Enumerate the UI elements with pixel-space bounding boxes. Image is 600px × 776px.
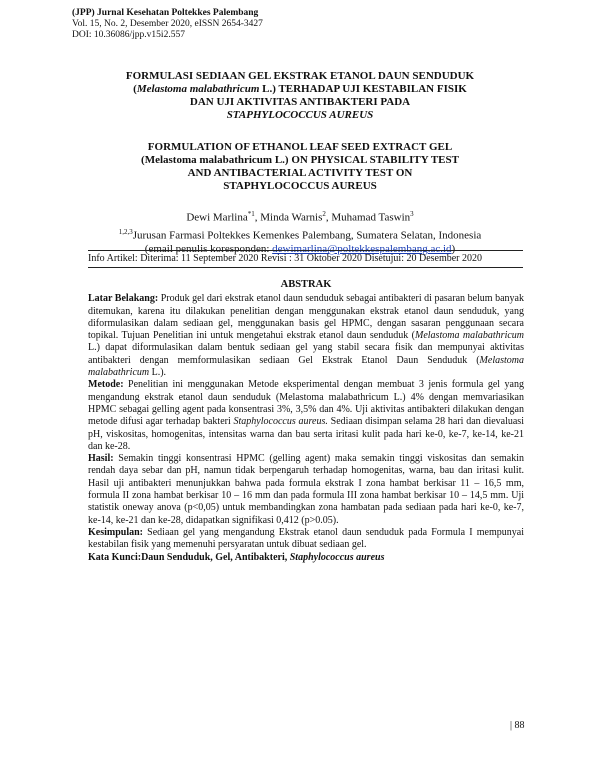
keywords: [88, 552, 524, 564]
method-species: Staphylococcus aureus.: [233, 416, 328, 428]
title-id-line2: (Melastoma malabathricum L.) TERHADAP UJI KESTABILAN FISIK: [133, 83, 467, 95]
background-species-1: Melastoma malabathricum: [415, 330, 525, 342]
abstract-section: [88, 279, 524, 564]
title-id-line1: FORMULASI SEDIAAN GEL EKSTRAK ETANOL DAUN SENDUDUK: [125, 70, 475, 82]
journal-name: (JPP) Jurnal Kesehatan Poltekkes Palembang: [72, 8, 259, 18]
background-text-3: L.).: [149, 367, 167, 379]
keywords-text: Daun Senduduk, Gel, Antibakteri,: [141, 551, 290, 563]
email-suffix: ): [451, 243, 456, 256]
abstract-method: [88, 379, 524, 453]
conclusion-text: Sediaan gel yang mengandung Ekstrak etanol daun senduduk pada Formula I mempunyai kestabilan fisik yang memenuhi persyaratan untuk dibuat sediaan gel.: [88, 526, 524, 551]
page-number: | 88: [510, 720, 525, 731]
abstract-result: [88, 453, 524, 527]
result-text: Semakin tinggi konsentrasi HPMC (gelling agent) maka semakin tinggi viskositas dan semakin rendah daya sebar dan pH, namun tidak berpengaruh terhadap homogenitas, warna, bau dan iritasi kulit. Hasil uji antibakteri menunjukkan bahwa pada formula ekstrak I zona hambat berkisar 11 – 16,5 mm, formula II zona hambat berkisar 10 – 16 mm dan pada formula III zona hambat berkisar 10 – 14,5 mm. Uji statistik oneway anova (p<0,05) untuk membandingkan zona hambatan pada sediaan pada hari ke-0, ke-7, ke-14, ke-21 dan ke-28, didapatkan signifikasi 0,412 (p>0.05).: [88, 453, 524, 526]
keywords-label: Kata Kunci:: [88, 551, 142, 563]
abstract-heading: ABSTRAK: [280, 279, 332, 290]
background-label: Latar Belakang:: [88, 293, 159, 305]
title-en-line1: FORMULATION OF ETHANOL LEAF SEED EXTRACT GEL: [147, 141, 453, 153]
journal-volume: Vol. 15, No. 2, Desember 2020, eISSN 2654-3427: [72, 19, 263, 29]
author-2-sup: 2: [322, 210, 326, 218]
author-names: [60, 207, 540, 225]
author-3-sup: 3: [410, 210, 414, 218]
title-en-line3: AND ANTIBACTERIAL ACTIVITY TEST ON: [187, 167, 413, 179]
title-id-species: Melastoma malabathricum: [136, 83, 260, 95]
title-en-line4: STAPHYLOCOCCUS AUREUS: [223, 180, 377, 192]
title-id-line3: DAN UJI AKTIVITAS ANTIBAKTERI PADA: [189, 96, 411, 108]
journal-header: [72, 8, 263, 41]
article-info: Info Artikel: Diterima: 11 September 2020 Revisi : 31 Oktober 2020 Disetujui: 20 Desember 2020: [88, 250, 523, 268]
affiliation-text: Jurusan Farmasi Poltekkes Kemenkes Palembang, Sumatera Selatan, Indonesia: [132, 229, 482, 242]
email-prefix: (email penulis koresponden:: [144, 243, 273, 256]
background-species-2: Melastoma malabathricum: [88, 354, 524, 379]
background-text-1: Produk gel dari ekstrak etanol daun senduduk sebagai antibakteri di pasaran belum banyak ditemukan, karena itu dilakukan penelitian dengan menggunakan ekstrak etanol daun senduduk, yang diformulasikan dalam sediaan gel, menggunakan basis gel HPMC, dengan sasaran penggunaan secara topikal. Tujuan Penelitian ini untuk mengetahui ekstrak etanol daun senduduk (: [88, 293, 524, 342]
title-indonesian: [60, 70, 540, 122]
method-text-1: Penelitian ini menggunakan Metode eksperimental dengan membuat 3 jenis formula gel yang mengandung ekstrak etanol daun senduduk (Melastoma malabathricum L.) 4% dengan memvariasikan HPMC sebagai gelling agent pada konsentrasi 3%, 3,5% dan 4%. Uji aktivitas antibakteri dilakukan dengan metode difusi agar terhadap bakteri: [88, 379, 524, 428]
affiliation: [60, 225, 540, 243]
abstract-background: [88, 293, 524, 379]
author-3: , Muhamad Taswin: [325, 211, 411, 224]
title-english: [60, 141, 540, 193]
title-en-line2: (Melastoma malabathricum L.) ON PHYSICAL STABILITY TEST: [141, 154, 459, 166]
author-2: , Minda Warnis: [254, 211, 323, 224]
abstract-conclusion: [88, 527, 524, 552]
author-1: Dewi Marlina: [186, 211, 248, 224]
journal-doi: DOI: 10.36086/jpp.v15i2.557: [72, 30, 185, 40]
author-block: [60, 207, 540, 256]
affiliation-sup: 1,2,3: [118, 227, 133, 236]
method-label: Metode:: [88, 379, 124, 391]
title-id-line4: STAPHYLOCOCCUS AUREUS: [226, 109, 374, 121]
method-text-2: Sediaan disimpan selama 28 hari dan dievaluasi pH, viskositas, homogenitas, intensitas warna dan bau serta iritasi kulit pada hari ke-0, ke-7, ke-14, ke-21 dan ke-28.: [88, 416, 524, 452]
background-text-2: L.) dapat diformulasikan dalam bentuk sediaan gel yang stabil secara fisik dan mempunyai aktivitas antibakteri dengan memformulasikan sediaan Gel Ekstrak Etanol Daun Senduduk (: [88, 342, 524, 366]
email-link[interactable]: dewimarlina@poltekkespalembang.ac.id: [272, 243, 452, 256]
conclusion-label: Kesimpulan:: [88, 526, 144, 538]
keywords-species: Staphylococcus aureus: [289, 551, 385, 563]
author-1-sup: *1: [247, 210, 255, 218]
title-id-line2-rest: L.) TERHADAP UJI KESTABILAN FISIK: [259, 83, 467, 95]
result-label: Hasil:: [88, 453, 114, 465]
